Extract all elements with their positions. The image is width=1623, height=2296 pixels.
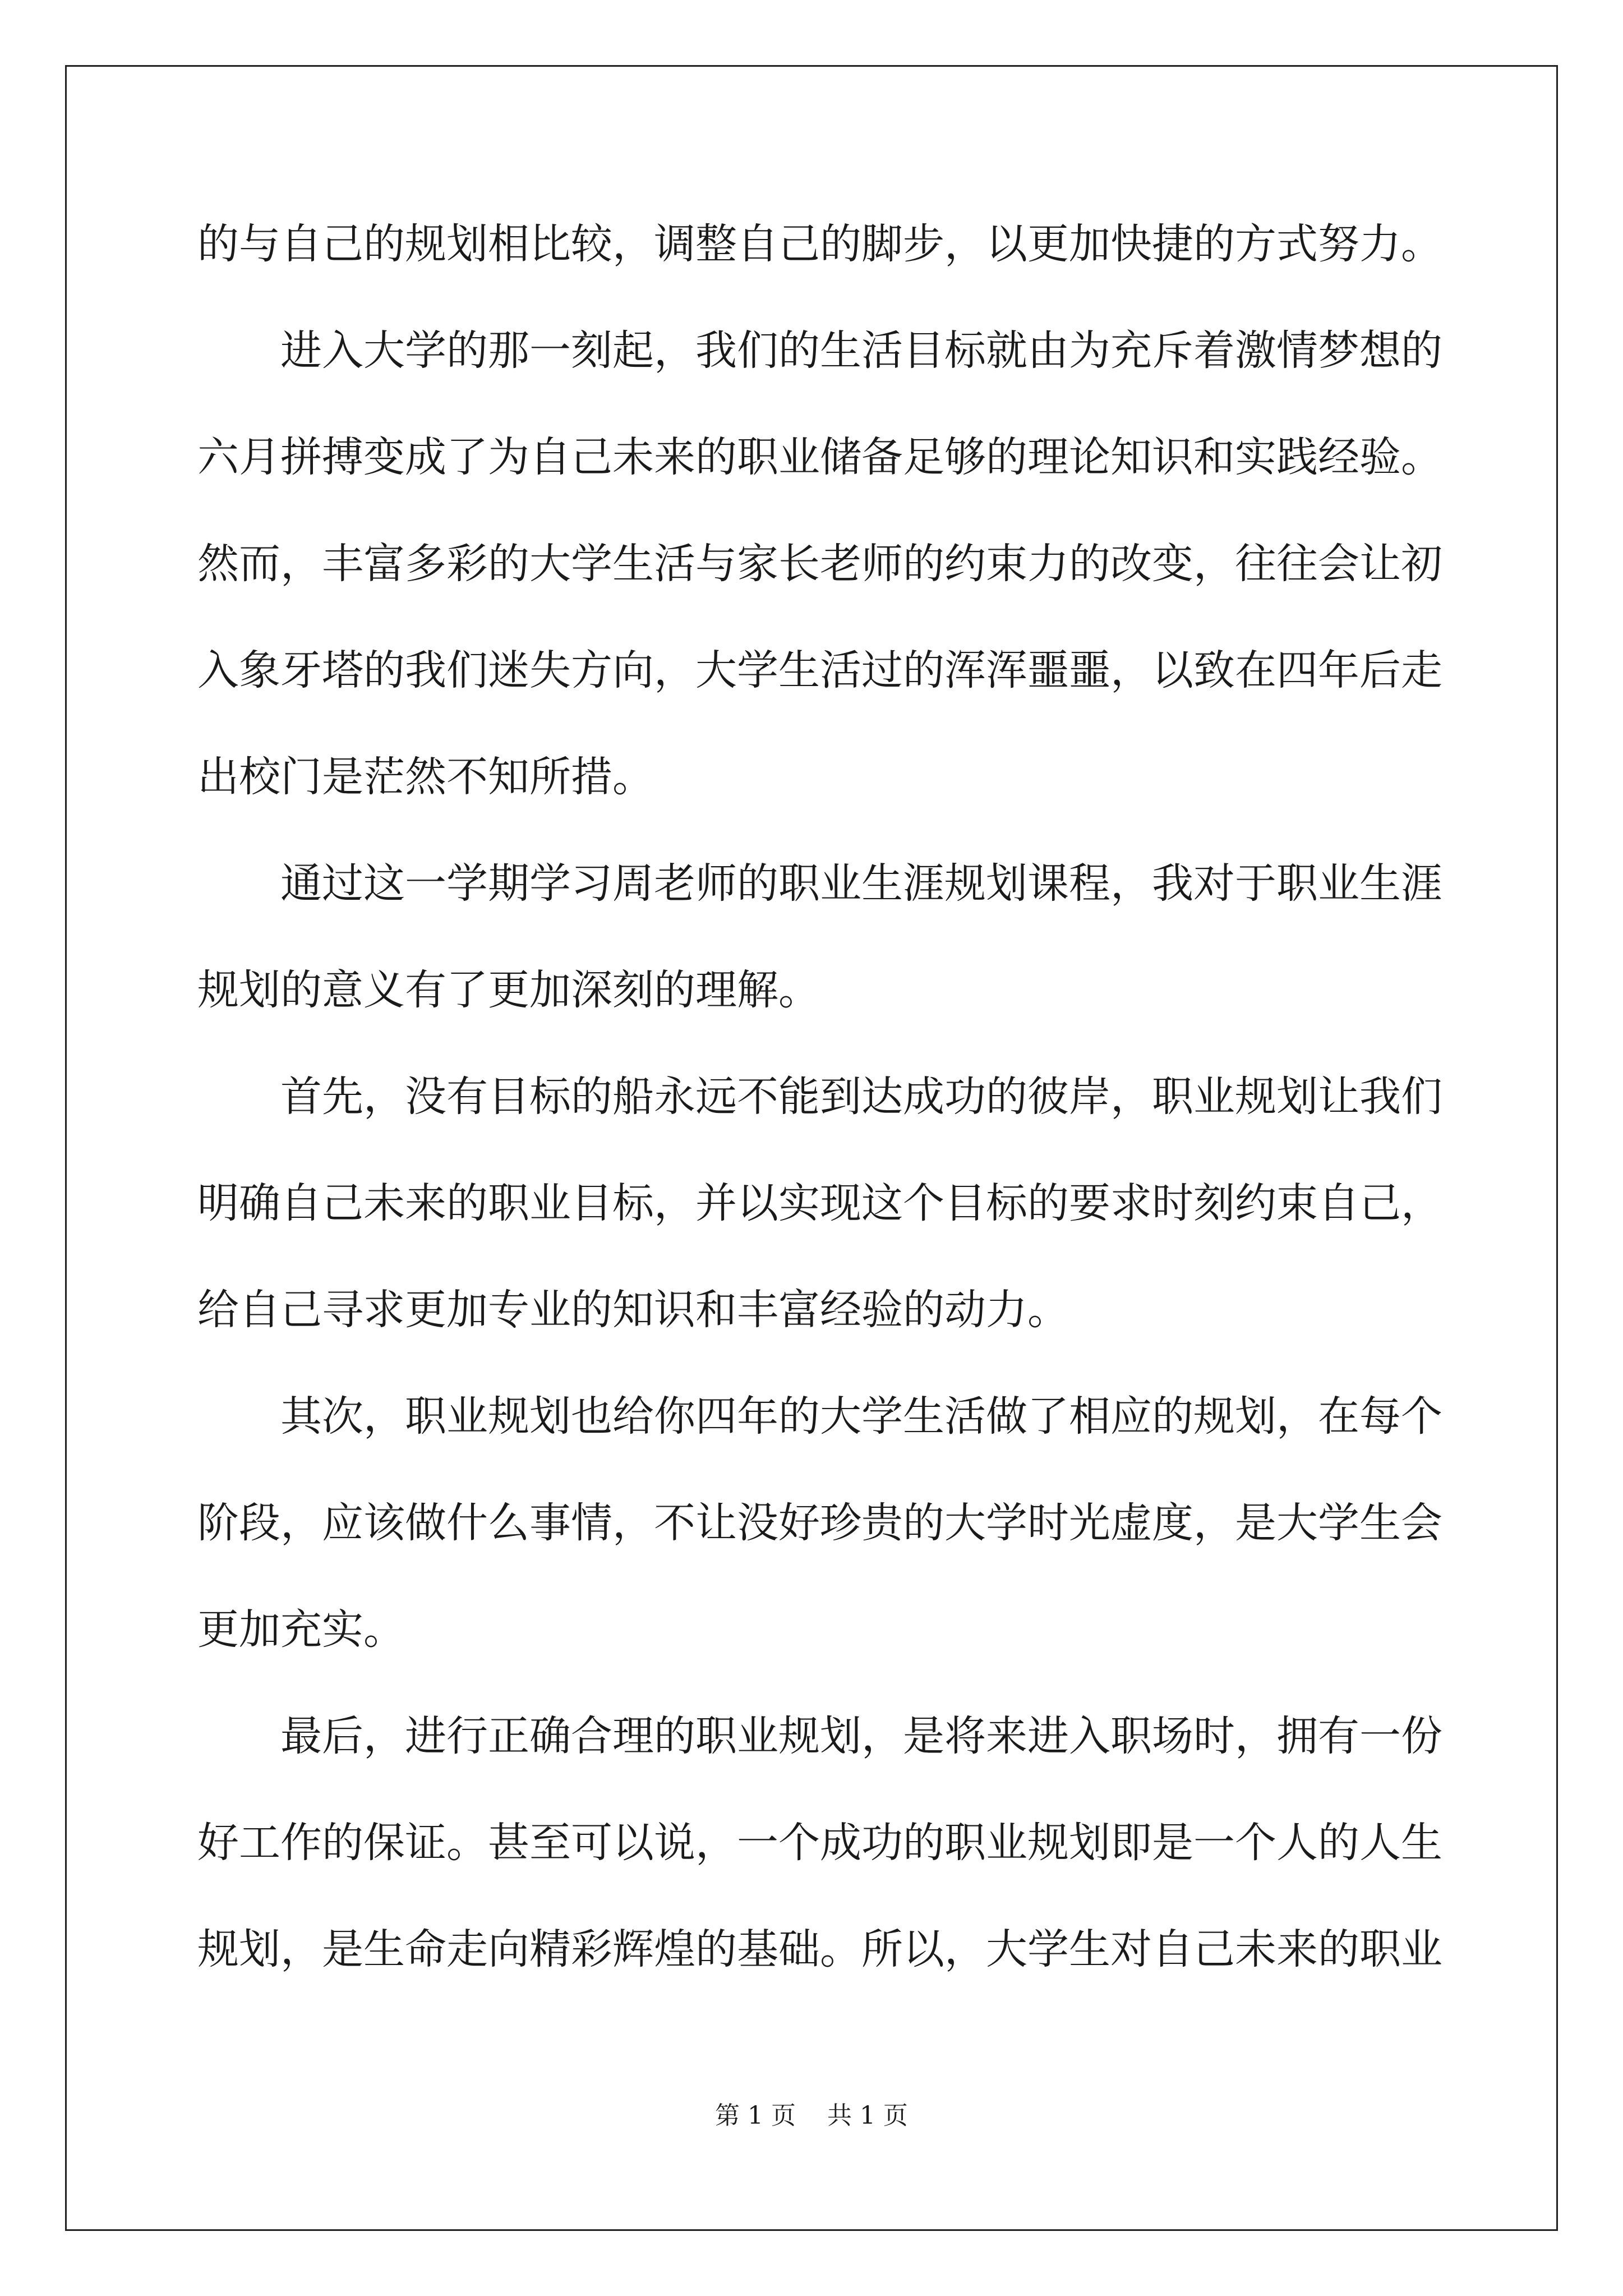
page-footer: 第 1 页 共 1 页: [715, 2101, 908, 2130]
text-line: 阶段，应该做什么事情，不让没好珍贵的大学时光虚度，是大学生会: [197, 1499, 1442, 1547]
text-line: 六月拼搏变成了为自己未来的职业储备足够的理论知识和实践经验。: [197, 433, 1442, 481]
text-line: 的与自己的规划相比较，调整自己的脚步，以更加快捷的方式努力。: [197, 220, 1442, 268]
text-line: 明确自己未来的职业目标，并以实现这个目标的要求时刻约束自己，: [197, 1179, 1442, 1227]
text-line: 规划，是生命走向精彩辉煌的基础。所以，大学生对自己未来的职业: [197, 1925, 1442, 1973]
text-line: 入象牙塔的我们迷失方向，大学生活过的浑浑噩噩，以致在四年后走: [197, 646, 1442, 694]
text-line: 其次，职业规划也给你四年的大学生活做了相应的规划，在每个: [197, 1392, 1442, 1441]
text-line: 然而，丰富多彩的大学生活与家长老师的约束力的改变，往往会让初: [197, 540, 1442, 588]
text-line: 好工作的保证。甚至可以说，一个成功的职业规划即是一个人的人生: [197, 1819, 1442, 1867]
text-line: 首先，没有目标的船永远不能到达成功的彼岸，职业规划让我们: [197, 1073, 1442, 1121]
text-line: 给自己寻求更加专业的知识和丰富经验的动力。: [197, 1286, 1069, 1334]
text-line: 更加充实。: [197, 1605, 405, 1654]
document-body: [197, 208, 1442, 2019]
text-line: 规划的意义有了更加深刻的理解。: [197, 966, 820, 1014]
text-line: 出校门是茫然不知所措。: [197, 753, 654, 801]
text-line: 最后，进行正确合理的职业规划，是将来进入职场时，拥有一份: [197, 1712, 1442, 1760]
text-line: 通过这一学期学习周老师的职业生涯规划课程，我对于职业生涯: [197, 859, 1442, 908]
text-line: 进入大学的那一刻起，我们的生活目标就由为充斥着激情梦想的: [197, 326, 1442, 375]
